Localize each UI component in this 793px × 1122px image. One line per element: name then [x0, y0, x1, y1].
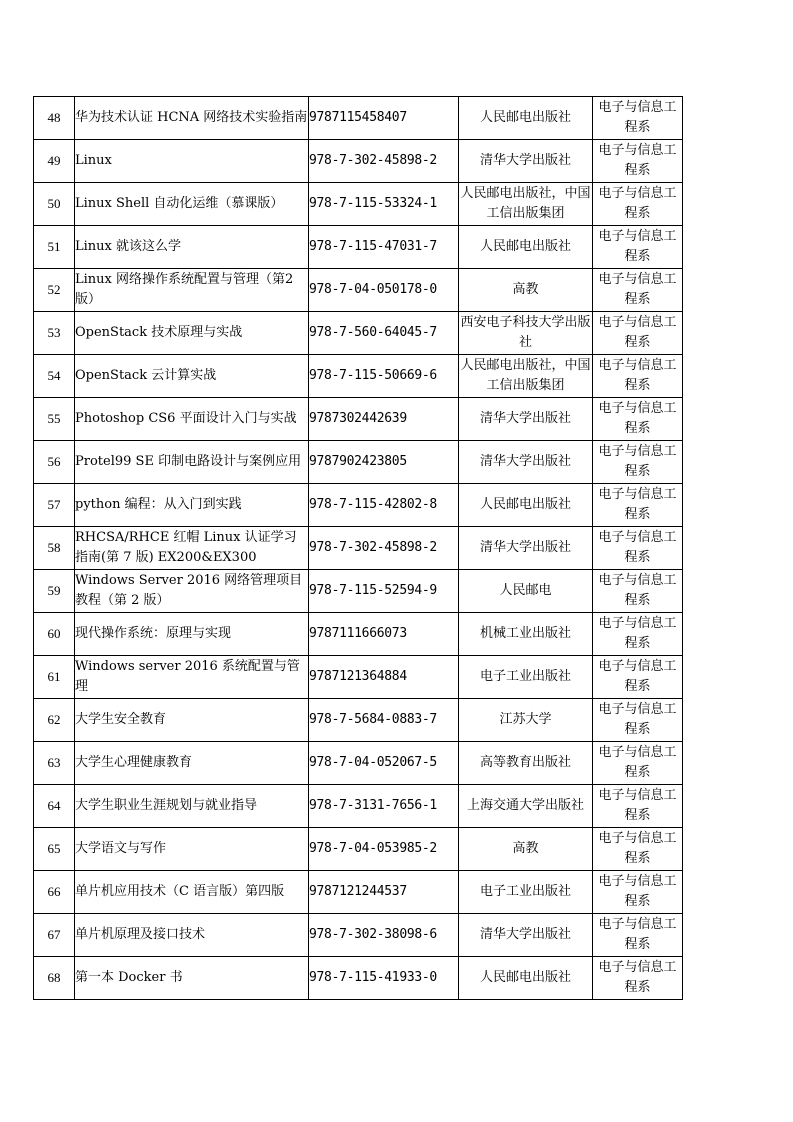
publisher-text: 江苏大学 [499, 712, 552, 727]
publisher-text: 人民邮电出版社，中国工信出版集团 [460, 358, 591, 393]
isbn-text: 978-7-115-52594-9 [309, 583, 437, 598]
publisher-cell [459, 269, 593, 312]
isbn-cell [309, 140, 459, 183]
table-row [34, 656, 683, 699]
row-number-cell [34, 742, 75, 785]
book-title-cell [75, 656, 309, 699]
isbn-cell [309, 742, 459, 785]
row-number-cell [34, 312, 75, 355]
table-row [34, 785, 683, 828]
department-cell [593, 355, 683, 398]
publisher-text: 人民邮电出版社 [479, 110, 571, 125]
row-number-text: 60 [47, 626, 61, 641]
publisher-text: 人民邮电出版社 [479, 497, 571, 512]
publisher-cell [459, 785, 593, 828]
row-number-cell [34, 871, 75, 914]
table-row [34, 871, 683, 914]
publisher-cell [459, 871, 593, 914]
department-cell [593, 226, 683, 269]
table-row [34, 484, 683, 527]
row-number-text: 67 [47, 927, 61, 942]
publisher-text: 电子工业出版社 [479, 669, 571, 684]
department-cell [593, 97, 683, 140]
table-row [34, 441, 683, 484]
table-row [34, 183, 683, 226]
isbn-cell [309, 97, 459, 140]
book-title-text: Linux 就该这么学 [75, 239, 181, 254]
isbn-cell [309, 484, 459, 527]
department-cell [593, 398, 683, 441]
isbn-cell [309, 785, 459, 828]
publisher-cell [459, 914, 593, 957]
book-title-cell [75, 613, 309, 656]
row-number-text: 58 [47, 540, 61, 555]
book-title-text: python 编程：从入门到实践 [75, 497, 242, 512]
publisher-text: 清华大学出版社 [479, 153, 571, 168]
department-text: 电子与信息工程系 [598, 960, 677, 995]
isbn-cell [309, 914, 459, 957]
department-text: 电子与信息工程系 [598, 444, 677, 479]
publisher-cell [459, 613, 593, 656]
book-title-cell [75, 140, 309, 183]
book-title-text: Protel99 SE 印制电路设计与案例应用 [75, 454, 302, 469]
book-title-text: 单片机原理及接口技术 [75, 927, 206, 942]
isbn-text: 978-7-302-45898-2 [309, 540, 437, 555]
book-title-cell [75, 699, 309, 742]
book-title-text: RHCSA/RHCE 红帽 Linux 认证学习指南(第 7 版) EX200&EX300 [75, 530, 297, 565]
department-text: 电子与信息工程系 [598, 745, 677, 780]
department-text: 电子与信息工程系 [598, 659, 677, 694]
publisher-text: 高教 [512, 841, 539, 856]
row-number-cell [34, 140, 75, 183]
table-row [34, 527, 683, 570]
department-text: 电子与信息工程系 [598, 186, 677, 221]
publisher-text: 人民邮电出版社 [479, 970, 571, 985]
table-row [34, 97, 683, 140]
book-title-text: OpenStack 技术原理与实战 [75, 325, 243, 340]
isbn-text: 978-7-115-41933-0 [309, 970, 437, 985]
department-cell [593, 527, 683, 570]
book-title-text: 大学生职业生涯规划与就业指导 [75, 798, 258, 813]
publisher-text: 西安电子科技大学出版社 [460, 315, 591, 350]
book-title-text: Linux 网络操作系统配置与管理（第2版） [75, 272, 294, 307]
book-title-text: Windows server 2016 系统配置与管理 [75, 659, 300, 694]
isbn-cell [309, 183, 459, 226]
row-number-cell [34, 398, 75, 441]
row-number-cell [34, 527, 75, 570]
row-number-text: 51 [47, 239, 61, 254]
book-title-text: 现代操作系统：原理与实现 [75, 626, 232, 641]
department-text: 电子与信息工程系 [598, 702, 677, 737]
table-row [34, 742, 683, 785]
publisher-text: 清华大学出版社 [479, 411, 571, 426]
book-title-cell [75, 441, 309, 484]
table-row [34, 699, 683, 742]
department-cell [593, 613, 683, 656]
publisher-text: 人民邮电出版社，中国工信出版集团 [460, 186, 591, 221]
book-title-cell [75, 871, 309, 914]
department-text: 电子与信息工程系 [598, 917, 677, 952]
row-number-text: 49 [47, 153, 61, 168]
table-row [34, 957, 683, 1000]
isbn-text: 978-7-3131-7656-1 [309, 798, 437, 813]
department-cell [593, 441, 683, 484]
textbook-table [33, 96, 683, 1000]
book-title-cell [75, 355, 309, 398]
row-number-text: 54 [47, 368, 61, 383]
isbn-cell [309, 957, 459, 1000]
row-number-text: 62 [47, 712, 61, 727]
book-title-text: 华为技术认证 HCNA 网络技术实验指南 [75, 110, 308, 125]
isbn-cell [309, 398, 459, 441]
book-title-text: Photoshop CS6 平面设计入门与实战 [75, 411, 297, 426]
isbn-cell [309, 441, 459, 484]
row-number-text: 56 [47, 454, 61, 469]
table-row [34, 226, 683, 269]
row-number-text: 66 [47, 884, 61, 899]
department-cell [593, 269, 683, 312]
department-text: 电子与信息工程系 [598, 788, 677, 823]
publisher-text: 上海交通大学出版社 [466, 798, 584, 813]
row-number-text: 55 [47, 411, 61, 426]
publisher-cell [459, 699, 593, 742]
row-number-cell [34, 914, 75, 957]
book-title-cell [75, 183, 309, 226]
book-title-text: 单片机应用技术（C 语言版）第四版 [75, 884, 285, 899]
isbn-cell [309, 656, 459, 699]
isbn-text: 978-7-04-050178-0 [309, 282, 437, 297]
row-number-text: 48 [47, 110, 61, 125]
row-number-cell [34, 828, 75, 871]
isbn-text: 978-7-04-052067-5 [309, 755, 437, 770]
table-row [34, 355, 683, 398]
isbn-text: 9787121364884 [309, 669, 407, 684]
department-cell [593, 183, 683, 226]
isbn-cell [309, 871, 459, 914]
isbn-cell [309, 613, 459, 656]
department-text: 电子与信息工程系 [598, 229, 677, 264]
publisher-cell [459, 484, 593, 527]
department-cell [593, 828, 683, 871]
publisher-cell [459, 957, 593, 1000]
row-number-text: 57 [47, 497, 61, 512]
department-cell [593, 914, 683, 957]
publisher-text: 高等教育出版社 [479, 755, 571, 770]
department-cell [593, 570, 683, 613]
textbook-table-body [34, 97, 683, 1000]
isbn-cell [309, 828, 459, 871]
row-number-text: 64 [47, 798, 61, 813]
book-title-cell [75, 269, 309, 312]
book-title-cell [75, 484, 309, 527]
table-row [34, 570, 683, 613]
row-number-cell [34, 785, 75, 828]
department-cell [593, 957, 683, 1000]
isbn-text: 9787902423805 [309, 454, 407, 469]
department-cell [593, 140, 683, 183]
row-number-text: 65 [47, 841, 61, 856]
table-row [34, 828, 683, 871]
book-title-text: 第一本 Docker 书 [75, 970, 183, 985]
publisher-cell [459, 527, 593, 570]
table-row [34, 613, 683, 656]
isbn-text: 9787111666073 [309, 626, 407, 641]
book-title-text: Windows Server 2016 网络管理项目教程（第 2 版） [75, 573, 303, 608]
department-text: 电子与信息工程系 [598, 530, 677, 565]
publisher-cell [459, 140, 593, 183]
isbn-text: 978-7-04-053985-2 [309, 841, 437, 856]
book-title-text: 大学生安全教育 [75, 712, 167, 727]
department-cell [593, 699, 683, 742]
department-text: 电子与信息工程系 [598, 616, 677, 651]
row-number-text: 61 [47, 669, 61, 684]
book-title-cell [75, 97, 309, 140]
isbn-text: 978-7-560-64045-7 [309, 325, 437, 340]
row-number-text: 63 [47, 755, 61, 770]
row-number-text: 52 [47, 282, 61, 297]
book-title-text: 大学生心理健康教育 [75, 755, 193, 770]
publisher-text: 电子工业出版社 [479, 884, 571, 899]
row-number-cell [34, 226, 75, 269]
publisher-cell [459, 398, 593, 441]
publisher-text: 清华大学出版社 [479, 540, 571, 555]
department-text: 电子与信息工程系 [598, 831, 677, 866]
isbn-text: 978-7-115-42802-8 [309, 497, 437, 512]
book-title-cell [75, 957, 309, 1000]
row-number-text: 53 [47, 325, 61, 340]
row-number-cell [34, 183, 75, 226]
publisher-cell [459, 570, 593, 613]
department-cell [593, 742, 683, 785]
row-number-cell [34, 570, 75, 613]
isbn-cell [309, 699, 459, 742]
isbn-text: 978-7-115-53324-1 [309, 196, 437, 211]
row-number-cell [34, 269, 75, 312]
row-number-text: 68 [47, 970, 61, 985]
publisher-cell [459, 656, 593, 699]
row-number-text: 50 [47, 196, 61, 211]
publisher-cell [459, 441, 593, 484]
row-number-text: 59 [47, 583, 61, 598]
department-text: 电子与信息工程系 [598, 315, 677, 350]
book-title-text: OpenStack 云计算实战 [75, 368, 217, 383]
department-text: 电子与信息工程系 [598, 573, 677, 608]
row-number-cell [34, 613, 75, 656]
department-text: 电子与信息工程系 [598, 401, 677, 436]
department-cell [593, 484, 683, 527]
book-title-cell [75, 312, 309, 355]
department-text: 电子与信息工程系 [598, 100, 677, 135]
isbn-text: 978-7-115-50669-6 [309, 368, 437, 383]
department-cell [593, 785, 683, 828]
book-title-cell [75, 226, 309, 269]
isbn-cell [309, 355, 459, 398]
publisher-cell [459, 183, 593, 226]
book-title-cell [75, 398, 309, 441]
department-text: 电子与信息工程系 [598, 874, 677, 909]
publisher-text: 机械工业出版社 [479, 626, 571, 641]
publisher-text: 清华大学出版社 [479, 927, 571, 942]
isbn-cell [309, 226, 459, 269]
book-title-text: Linux [75, 153, 112, 168]
book-title-cell [75, 742, 309, 785]
publisher-text: 清华大学出版社 [479, 454, 571, 469]
table-row [34, 269, 683, 312]
department-cell [593, 312, 683, 355]
publisher-cell [459, 355, 593, 398]
isbn-text: 9787115458407 [309, 110, 407, 125]
isbn-text: 978-7-115-47031-7 [309, 239, 437, 254]
table-row [34, 140, 683, 183]
isbn-text: 9787302442639 [309, 411, 407, 426]
isbn-cell [309, 527, 459, 570]
row-number-cell [34, 97, 75, 140]
book-title-cell [75, 785, 309, 828]
publisher-cell [459, 742, 593, 785]
table-row [34, 312, 683, 355]
table-row [34, 914, 683, 957]
isbn-text: 978-7-302-38098-6 [309, 927, 437, 942]
row-number-cell [34, 957, 75, 1000]
row-number-cell [34, 699, 75, 742]
department-text: 电子与信息工程系 [598, 358, 677, 393]
publisher-text: 人民邮电出版社 [479, 239, 571, 254]
publisher-cell [459, 226, 593, 269]
row-number-cell [34, 355, 75, 398]
isbn-cell [309, 570, 459, 613]
department-text: 电子与信息工程系 [598, 272, 677, 307]
book-title-text: Linux Shell 自动化运维（慕课版） [75, 196, 284, 211]
isbn-text: 9787121244537 [309, 884, 407, 899]
department-cell [593, 656, 683, 699]
publisher-cell [459, 312, 593, 355]
publisher-cell [459, 828, 593, 871]
department-cell [593, 871, 683, 914]
publisher-text: 高教 [512, 282, 539, 297]
publisher-text: 人民邮电 [499, 583, 552, 598]
isbn-cell [309, 269, 459, 312]
book-title-cell [75, 570, 309, 613]
table-row [34, 398, 683, 441]
row-number-cell [34, 441, 75, 484]
book-title-text: 大学语文与写作 [75, 841, 167, 856]
book-title-cell [75, 828, 309, 871]
book-title-cell [75, 527, 309, 570]
department-text: 电子与信息工程系 [598, 143, 677, 178]
isbn-cell [309, 312, 459, 355]
row-number-cell [34, 656, 75, 699]
department-text: 电子与信息工程系 [598, 487, 677, 522]
isbn-text: 978-7-5684-0883-7 [309, 712, 437, 727]
isbn-text: 978-7-302-45898-2 [309, 153, 437, 168]
publisher-cell [459, 97, 593, 140]
book-title-cell [75, 914, 309, 957]
row-number-cell [34, 484, 75, 527]
